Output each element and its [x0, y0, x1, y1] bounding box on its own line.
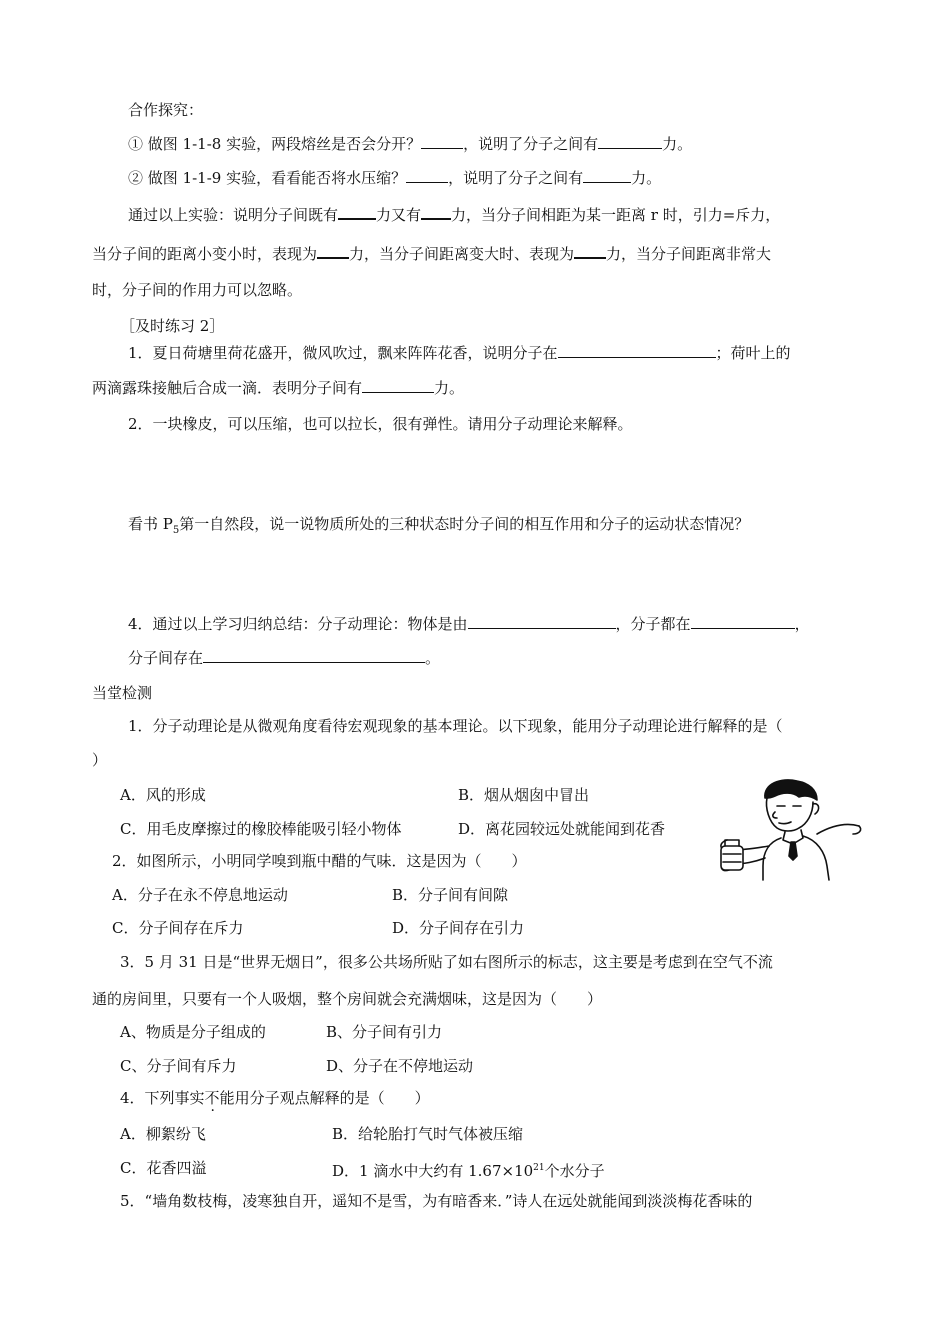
test-question-1-end: ）	[92, 751, 108, 769]
practice-q4-text-4: 分子间存在	[128, 649, 204, 667]
answer-blank[interactable]	[406, 168, 448, 183]
test-q1-option-c[interactable]: C．用毛皮摩擦过的橡胶棒能吸引轻小物体	[120, 820, 402, 838]
test-q1-option-b[interactable]: B．烟从烟囱中冒出	[458, 786, 590, 804]
test-q3-option-d[interactable]: D、分子在不停地运动	[326, 1057, 474, 1075]
answer-blank[interactable]	[421, 134, 463, 149]
answer-blank[interactable]	[583, 168, 631, 183]
coop-paragraph-line-1	[128, 204, 780, 225]
test-q2-option-b[interactable]: B．分子间有间隙	[392, 886, 509, 904]
test-q4-text: 4．下列事实	[120, 1089, 205, 1107]
section-heading-class-test: 当堂检测	[92, 684, 153, 702]
coop-question-2	[128, 168, 661, 188]
answer-blank[interactable]	[421, 204, 451, 220]
test-q4-text-2: 能用分子观点解释的是（ ）	[219, 1089, 430, 1107]
practice-q1-text-3: 两滴露珠接触后合成一滴．表明分子间有	[92, 379, 363, 397]
coop-question-1	[128, 134, 692, 154]
coop-p1-text: 通过以上实验：说明分子间既有	[128, 206, 339, 224]
practice-q4-text-2: ，分子都在	[615, 615, 691, 633]
answer-blank[interactable]	[338, 204, 376, 220]
practice-question-2: 2．一块橡皮，可以压缩，也可以拉长，很有弹性。请用分子动理论来解释。	[128, 415, 633, 433]
answer-blank[interactable]	[558, 343, 716, 358]
coop-paragraph-line-2	[92, 243, 771, 264]
test-q4-option-d[interactable]	[332, 1158, 605, 1181]
answer-blank[interactable]	[203, 648, 425, 663]
test-question-2: 2．如图所示，小明同学嗅到瓶中醋的气味．这是因为（ ）	[112, 852, 527, 870]
coop-p2-text: 当分子间的距离小变小时，表现为	[92, 245, 318, 263]
test-q4-option-b[interactable]: B．给轮胎打气时气体被压缩	[332, 1125, 524, 1143]
practice-question-1-line-1	[128, 343, 791, 363]
practice-question-4-line-2	[128, 648, 440, 668]
emphasis-dot-text: 不	[204, 1089, 220, 1107]
practice-question-3	[128, 514, 749, 541]
test-q4-option-d-text-2: 个水分子	[544, 1162, 605, 1180]
coop-q1-text-3: 力。	[662, 135, 693, 153]
exponent: 21	[533, 1163, 545, 1173]
answer-blank[interactable]	[574, 243, 606, 259]
test-q4-option-d-text: D．1 滴水中大约有 1.67×10	[332, 1162, 534, 1180]
test-q3-option-c[interactable]: C、分子间有斥力	[120, 1057, 237, 1075]
coop-paragraph-line-3: 时，分子间的作用力可以忽略。	[92, 281, 303, 299]
test-question-3-line-2: 通的房间里，只要有一个人吸烟，整个房间就会充满烟味，这是因为（ ）	[92, 990, 603, 1008]
practice-q3-text: 看书 P	[128, 515, 173, 533]
practice-q4-text-3: ，	[794, 615, 810, 633]
answer-blank[interactable]	[598, 134, 662, 149]
practice-q4-text: 4．通过以上学习归纳总结：分子动理论：物体是由	[128, 615, 468, 633]
practice-q3-text-2: 第一自然段，说一说物质所处的三种状态时分子间的相互作用和分子的运动状态情况？	[179, 515, 750, 533]
section-heading-cooperative-inquiry: 合作探究：	[128, 101, 204, 119]
practice-q1-text: 1．夏日荷塘里荷花盛开，微风吹过，飘来阵阵花香，说明分子在	[128, 344, 558, 362]
test-q1-option-d[interactable]: D．离花园较远处就能闻到花香	[458, 820, 666, 838]
answer-blank[interactable]	[468, 614, 616, 629]
coop-q1-text-2: ，说明了分子之间有	[463, 135, 599, 153]
coop-p2-text-3: 力，当分子间距离非常大	[606, 245, 772, 263]
test-q4-option-c[interactable]: C．花香四溢	[120, 1159, 207, 1177]
answer-blank[interactable]	[362, 378, 434, 393]
coop-p1-text-2: 力又有	[376, 206, 422, 224]
coop-p2-text-2: 力，当分子间距离变大时、表现为	[349, 245, 575, 263]
test-q3-option-b[interactable]: B、分子间有引力	[326, 1023, 443, 1041]
coop-q1-text: ① 做图 1-1-8 实验，两段熔丝是否会分开？	[128, 135, 422, 153]
answer-blank[interactable]	[691, 614, 795, 629]
section-heading-practice-2: ［及时练习 2］	[120, 317, 225, 335]
practice-q1-text-2: ；荷叶上的	[715, 344, 791, 362]
page-subscript: 5	[172, 525, 180, 536]
coop-p1-text-3: 力，当分子间相距为某一距离 r 时，引力=斥力，	[451, 206, 781, 224]
test-q2-option-c[interactable]: C．分子间存在斥力	[112, 919, 244, 937]
boy-smelling-bottle-illustration	[713, 778, 865, 882]
test-question-4	[120, 1088, 430, 1108]
coop-q2-text: ② 做图 1-1-9 实验，看看能否将水压缩？	[128, 169, 407, 187]
coop-q2-text-2: ，说明了分子之间有	[448, 169, 584, 187]
practice-question-4-line-1	[128, 614, 810, 634]
practice-question-1-line-2	[92, 378, 464, 398]
practice-q1-text-4: 力。	[434, 379, 465, 397]
test-q4-option-a[interactable]: A．柳絮纷飞	[120, 1125, 206, 1143]
answer-blank[interactable]	[317, 243, 349, 259]
test-q2-option-a[interactable]: A．分子在永不停息地运动	[112, 886, 288, 904]
test-question-5: 5．“墙角数枝梅，凌寒独自开，遥知不是雪，为有暗香来．”诗人在远处就能闻到淡淡梅花香味的	[120, 1192, 753, 1210]
test-q3-option-a[interactable]: A、物质是分子组成的	[120, 1023, 266, 1041]
test-q1-option-a[interactable]: A．风的形成	[120, 786, 206, 804]
coop-q2-text-3: 力。	[631, 169, 662, 187]
test-question-1: 1．分子动理论是从微观角度看待宏观现象的基本理论。以下现象，能用分子动理论进行解释的是（	[128, 717, 783, 735]
test-question-3-line-1: 3．5 月 31 日是“世界无烟日”，很多公共场所贴了如右图所示的标志，这主要是考虑到在空气不流	[120, 953, 773, 971]
test-q2-option-d[interactable]: D．分子间存在引力	[392, 919, 525, 937]
practice-q4-text-5: 。	[425, 649, 441, 667]
